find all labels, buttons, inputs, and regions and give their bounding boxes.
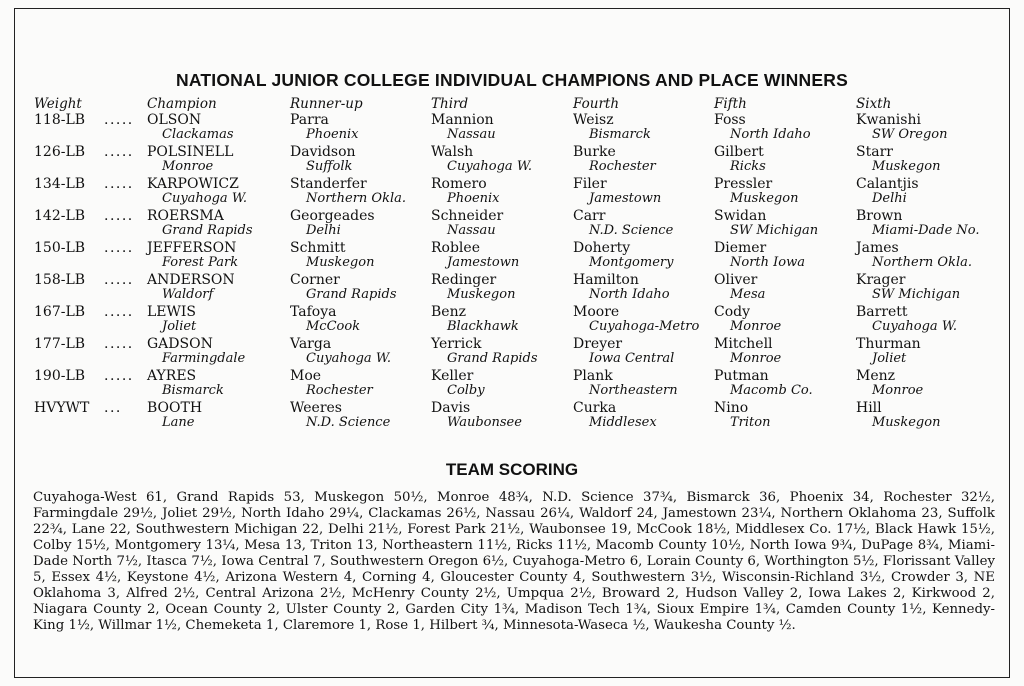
fourth-name: Filer — [573, 176, 607, 192]
runner-up-name: Parra — [290, 112, 329, 128]
header-weight: Weight — [34, 96, 82, 112]
third-name: Mannion — [431, 112, 494, 128]
table-row — [0, 336, 1024, 368]
runner-up-name: Corner — [290, 272, 340, 288]
fourth-name: Plank — [573, 368, 613, 384]
header-champion: Champion — [147, 96, 217, 112]
sixth-school: Cuyahoga W. — [872, 319, 958, 334]
fourth-name: Burke — [573, 144, 616, 160]
weight-class: 118-LB — [34, 112, 86, 128]
fifth-school: North Iowa — [730, 255, 805, 270]
weight-class: HVYWT — [34, 400, 90, 416]
fourth-school: Middlesex — [589, 415, 657, 430]
sixth-name: Kwanishi — [856, 112, 921, 128]
fifth-name: Oliver — [714, 272, 758, 288]
fourth-school: N.D. Science — [589, 223, 674, 238]
fifth-name: Gilbert — [714, 144, 764, 160]
champion-school: Monroe — [162, 159, 214, 174]
runner-up-school: Delhi — [306, 223, 341, 238]
sixth-name: Brown — [856, 208, 903, 224]
third-name: Benz — [431, 304, 466, 320]
sixth-school: SW Oregon — [872, 127, 948, 142]
champion-school: Grand Rapids — [162, 223, 253, 238]
champion-school: Clackamas — [162, 127, 234, 142]
runner-up-name: Standerfer — [290, 176, 367, 192]
champion-school: Waldorf — [162, 287, 214, 302]
third-school: Colby — [447, 383, 485, 398]
champion-school: Bismarck — [162, 383, 224, 398]
fourth-school: Rochester — [589, 159, 656, 174]
fourth-school: Jamestown — [589, 191, 662, 206]
leader-dots: ..... — [104, 304, 134, 320]
sixth-school: Miami-Dade No. — [872, 223, 980, 238]
header-fourth: Fourth — [573, 96, 620, 112]
fourth-school: Bismarck — [589, 127, 651, 142]
sixth-name: Barrett — [856, 304, 908, 320]
third-name: Schneider — [431, 208, 504, 224]
fourth-name: Dreyer — [573, 336, 623, 352]
champion-name: BOOTH — [147, 400, 203, 416]
fifth-name: Foss — [714, 112, 746, 128]
runner-up-school: Cuyahoga W. — [306, 351, 392, 366]
leader-dots: ..... — [104, 112, 134, 128]
third-school: Blackhawk — [447, 319, 519, 334]
fifth-school: Macomb Co. — [730, 383, 813, 398]
weight-class: 190-LB — [34, 368, 86, 384]
table-row — [0, 272, 1024, 304]
third-school: Jamestown — [447, 255, 520, 270]
fifth-name: Cody — [714, 304, 751, 320]
fourth-name: Moore — [573, 304, 620, 320]
fifth-school: SW Michigan — [730, 223, 819, 238]
fourth-name: Curka — [573, 400, 617, 416]
third-name: Davis — [431, 400, 471, 416]
leader-dots: ..... — [104, 144, 134, 160]
leader-dots: ..... — [104, 240, 134, 256]
header-third: Third — [431, 96, 469, 112]
weight-class: 134-LB — [34, 176, 86, 192]
fourth-name: Doherty — [573, 240, 631, 256]
sixth-school: Joliet — [872, 351, 907, 366]
fifth-school: Monroe — [730, 319, 782, 334]
runner-up-school: Suffolk — [306, 159, 353, 174]
fifth-school: Muskegon — [730, 191, 799, 206]
third-name: Romero — [431, 176, 487, 192]
third-name: Redinger — [431, 272, 497, 288]
third-school: Muskegon — [447, 287, 516, 302]
runner-up-school: Rochester — [306, 383, 373, 398]
champion-name: AYRES — [147, 368, 197, 384]
champion-name: GADSON — [147, 336, 213, 352]
fifth-name: Mitchell — [714, 336, 773, 352]
fourth-school: North Idaho — [589, 287, 670, 302]
champion-name: KARPOWICZ — [147, 176, 239, 192]
champion-school: Forest Park — [162, 255, 239, 270]
sixth-name: Hill — [856, 400, 882, 416]
sixth-name: Thurman — [856, 336, 921, 352]
third-name: Walsh — [431, 144, 474, 160]
fifth-name: Pressler — [714, 176, 773, 192]
champion-name: OLSON — [147, 112, 202, 128]
sixth-school: Muskegon — [872, 415, 941, 430]
runner-up-name: Varga — [290, 336, 332, 352]
team-scoring-text: Cuyahoga-West 61, Grand Rapids 53, Muskegon 50½, Monroe 48¾, N.D. Science 37¾, Bismarck 36, Phoenix 34, Rochester 32½, Farmingdale 29½, Joliet 29½, North Idaho 29¼, Clackamas 26½, Nassau 26¼, Waldorf 24, Jamestown 23¼, Northern Oklahoma 23, Suffolk 22¾, Lane 22, Southwestern Michigan 22, Delhi 21½, Forest Park 21½, Waubonsee 19, McCook 18½, Middlesex Co. 17½, Black Hawk 15½, Colby 15½, Montgomery 13¼, Mesa 13, Triton 13, Northeastern 11½, Ricks 11½, Macomb County 10½, North Iowa 9¾, DuPage 8¾, Miami-Dade North 7½, Itasca 7½, Iowa Central 7, Southwestern Oregon 6½, Cuyahoga-Metro 6, Lorain County 6, Worthington 5½, Florissant Valley 5, Essex 4½, Keystone 4½, Arizona Western 4, Corning 4, Gloucester County 4, Southwestern 3½, Wisconsin-Richland 3½, Crowder 3, NE Oklahoma 3, Alfred 2½, Central Arizona 2½, McHenry County 2½, Umpqua 2½, Broward 2, Hudson Valley 2, Iowa Lakes 2, Kirkwood 2, Niagara County 2, Ocean County 2, Ulster County 2, Garden City 1¾, Madison Tech 1¾, Sioux Empire 1¾, Camden County 1½, Kennedy-King 1½, Willmar 1½, Chemeketa 1, Claremore 1, Rose 1, Hilbert ¾, Minnesota-Waseca ½, Waukesha County ½. — [33, 490, 995, 633]
table-row — [0, 304, 1024, 336]
champion-name: ANDERSON — [147, 272, 235, 288]
fifth-name: Nino — [714, 400, 749, 416]
sixth-name: Calantjis — [856, 176, 919, 192]
champion-school: Lane — [162, 415, 195, 430]
table-row — [0, 400, 1024, 432]
runner-up-school: Muskegon — [306, 255, 375, 270]
header-sixth: Sixth — [856, 96, 892, 112]
weight-class: 142-LB — [34, 208, 86, 224]
table-row — [0, 112, 1024, 144]
sixth-school: Northern Okla. — [872, 255, 973, 270]
team-scoring-title: TEAM SCORING — [445, 460, 579, 479]
third-school: Waubonsee — [447, 415, 522, 430]
third-name: Yerrick — [431, 336, 482, 352]
runner-up-name: Tafoya — [290, 304, 337, 320]
champion-name: POLSINELL — [147, 144, 234, 160]
third-school: Nassau — [447, 127, 496, 142]
champion-name: JEFFERSON — [147, 240, 237, 256]
weight-class: 150-LB — [34, 240, 86, 256]
sixth-name: Starr — [856, 144, 893, 160]
runner-up-school: N.D. Science — [306, 415, 391, 430]
fourth-school: Montgomery — [589, 255, 674, 270]
champion-name: ROERSMA — [147, 208, 224, 224]
champion-name: LEWIS — [147, 304, 197, 320]
champion-school: Cuyahoga W. — [162, 191, 248, 206]
fifth-name: Putman — [714, 368, 769, 384]
sixth-school: SW Michigan — [872, 287, 961, 302]
fourth-school: Cuyahoga-Metro — [589, 319, 700, 334]
sixth-school: Delhi — [872, 191, 907, 206]
fifth-name: Swidan — [714, 208, 767, 224]
third-name: Keller — [431, 368, 474, 384]
leader-dots: ..... — [104, 176, 134, 192]
fourth-name: Carr — [573, 208, 606, 224]
fourth-school: Northeastern — [589, 383, 678, 398]
table-row — [0, 368, 1024, 400]
weight-class: 177-LB — [34, 336, 86, 352]
sixth-school: Monroe — [872, 383, 924, 398]
page-title: NATIONAL JUNIOR COLLEGE INDIVIDUAL CHAMPIONS AND PLACE WINNERS — [176, 70, 848, 90]
runner-up-name: Georgeades — [290, 208, 375, 224]
fourth-school: Iowa Central — [589, 351, 675, 366]
third-school: Grand Rapids — [447, 351, 538, 366]
third-school: Nassau — [447, 223, 496, 238]
leader-dots: ..... — [104, 368, 134, 384]
fifth-school: North Idaho — [730, 127, 811, 142]
fifth-name: Diemer — [714, 240, 767, 256]
header-runner-up: Runner-up — [290, 96, 363, 112]
leader-dots: ..... — [104, 208, 134, 224]
runner-up-school: McCook — [306, 319, 361, 334]
sixth-name: Krager — [856, 272, 906, 288]
weight-class: 158-LB — [34, 272, 86, 288]
runner-up-name: Davidson — [290, 144, 356, 160]
runner-up-school: Phoenix — [306, 127, 359, 142]
runner-up-name: Moe — [290, 368, 322, 384]
runner-up-name: Schmitt — [290, 240, 346, 256]
fifth-school: Mesa — [730, 287, 766, 302]
champion-school: Joliet — [162, 319, 197, 334]
fifth-school: Ricks — [730, 159, 766, 174]
leader-dots: ... — [104, 400, 122, 416]
weight-class: 126-LB — [34, 144, 86, 160]
table-row — [0, 240, 1024, 272]
sixth-school: Muskegon — [872, 159, 941, 174]
runner-up-name: Weeres — [290, 400, 342, 416]
champion-school: Farmingdale — [162, 351, 246, 366]
fifth-school: Triton — [730, 415, 771, 430]
table-row — [0, 176, 1024, 208]
table-row — [0, 144, 1024, 176]
sixth-name: James — [856, 240, 899, 256]
fourth-name: Hamilton — [573, 272, 639, 288]
sixth-name: Menz — [856, 368, 896, 384]
third-school: Cuyahoga W. — [447, 159, 533, 174]
runner-up-school: Grand Rapids — [306, 287, 397, 302]
leader-dots: ..... — [104, 272, 134, 288]
runner-up-school: Northern Okla. — [306, 191, 407, 206]
weight-class: 167-LB — [34, 304, 86, 320]
fifth-school: Monroe — [730, 351, 782, 366]
leader-dots: ..... — [104, 336, 134, 352]
table-row — [0, 208, 1024, 240]
header-fifth: Fifth — [714, 96, 747, 112]
fourth-name: Weisz — [573, 112, 614, 128]
third-school: Phoenix — [447, 191, 500, 206]
third-name: Roblee — [431, 240, 480, 256]
results-table — [0, 112, 1024, 432]
